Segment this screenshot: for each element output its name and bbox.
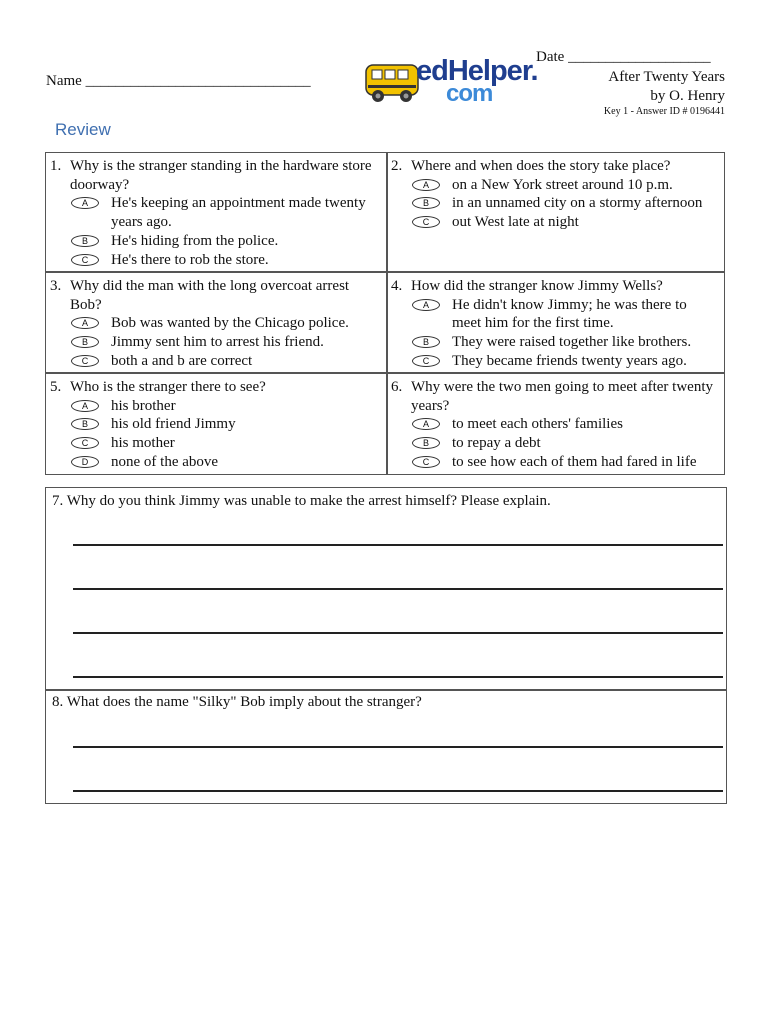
option-text: out West late at night <box>452 214 579 231</box>
logo-text-com: com <box>446 80 493 107</box>
question-number: 1. <box>50 158 62 174</box>
grid-divider <box>46 271 724 273</box>
name-field[interactable]: Name ______________________________ <box>46 73 311 89</box>
answer-option[interactable] <box>46 194 380 231</box>
section-divider <box>46 689 726 691</box>
option-text: to repay a debt <box>452 435 541 452</box>
answer-bubble[interactable]: A <box>71 317 99 329</box>
answer-option[interactable] <box>46 251 380 270</box>
answer-option[interactable] <box>46 415 380 434</box>
section-title: Review <box>55 120 111 139</box>
option-text: to see how each of them had fared in life <box>452 453 697 470</box>
answer-option[interactable] <box>387 352 712 371</box>
answer-bubble[interactable]: D <box>71 456 99 468</box>
option-text: his brother <box>111 397 176 414</box>
question-5 <box>46 378 386 472</box>
option-text: Jimmy sent him to arrest his friend. <box>111 334 324 351</box>
question-number: 4. <box>391 278 403 294</box>
question-1 <box>46 157 386 269</box>
option-text: to meet each others' families <box>452 416 623 433</box>
answer-option[interactable] <box>46 352 380 371</box>
logo-text: edHelper. <box>416 55 538 87</box>
open-response-section <box>45 487 727 804</box>
question-text: Where and when does the story take place? <box>411 158 671 174</box>
date-field[interactable]: Date ___________________ <box>536 49 711 65</box>
answer-bubble[interactable]: A <box>412 179 440 191</box>
question-number: 3. <box>50 278 62 294</box>
answer-option[interactable] <box>387 194 722 213</box>
answer-option[interactable] <box>46 434 380 453</box>
answer-option[interactable] <box>46 314 380 333</box>
answer-bubble[interactable]: B <box>71 418 99 430</box>
answer-option[interactable] <box>46 232 380 251</box>
option-text: his mother <box>111 435 175 452</box>
answer-line[interactable] <box>73 588 723 590</box>
answer-bubble[interactable]: C <box>412 216 440 228</box>
option-text: He's there to rob the store. <box>111 251 269 268</box>
question-4 <box>387 277 724 371</box>
answer-bubble[interactable]: C <box>412 456 440 468</box>
question-text: Who is the stranger there to see? <box>70 379 266 395</box>
answer-bubble[interactable]: B <box>71 235 99 247</box>
grid-divider <box>46 372 724 374</box>
answer-line[interactable] <box>73 790 723 792</box>
question-text: Why were the two men going to meet after twenty years? <box>411 379 713 414</box>
answer-option[interactable] <box>46 397 380 416</box>
answer-key-id: Key 1 - Answer ID # 0196441 <box>603 106 725 117</box>
answer-option[interactable] <box>46 453 380 472</box>
answer-line[interactable] <box>73 544 723 546</box>
answer-bubble[interactable]: C <box>71 437 99 449</box>
question-7: 7. Why do you think Jimmy was unable to make the arrest himself? Please explain. <box>52 493 551 509</box>
multiple-choice-grid <box>45 152 725 475</box>
answer-option[interactable] <box>387 434 722 453</box>
answer-bubble[interactable]: B <box>71 336 99 348</box>
question-2 <box>387 157 724 232</box>
option-text: none of the above <box>111 453 219 470</box>
question-6 <box>387 378 724 472</box>
answer-line[interactable] <box>73 746 723 748</box>
answer-line[interactable] <box>73 676 723 678</box>
option-text: in an unnamed city on a stormy afternoon <box>452 195 703 212</box>
question-number: 2. <box>391 158 403 174</box>
answer-bubble[interactable]: A <box>412 299 440 311</box>
answer-bubble[interactable]: B <box>412 336 440 348</box>
story-title: After Twenty Years <box>608 69 725 85</box>
question-number: 6. <box>391 379 403 395</box>
story-author: by O. Henry <box>650 88 725 104</box>
answer-option[interactable] <box>387 296 712 333</box>
question-text: How did the stranger know Jimmy Wells? <box>411 278 663 294</box>
option-text: They became friends twenty years ago. <box>452 352 687 369</box>
answer-bubble[interactable]: B <box>412 437 440 449</box>
option-text: his old friend Jimmy <box>111 416 236 433</box>
answer-option[interactable] <box>387 176 722 195</box>
answer-option[interactable] <box>387 453 722 472</box>
answer-option[interactable] <box>387 333 712 352</box>
option-text: both a and b are correct <box>111 352 253 369</box>
answer-bubble[interactable]: C <box>71 254 99 266</box>
answer-option[interactable] <box>387 415 722 434</box>
answer-option[interactable] <box>387 213 722 232</box>
question-text: Why did the man with the long overcoat arrest Bob? <box>70 278 350 313</box>
option-text: He didn't know Jimmy; he was there to meet him for the first time. <box>452 296 687 332</box>
question-text: Why is the stranger standing in the hardware store doorway? <box>70 158 372 193</box>
answer-bubble[interactable]: A <box>412 418 440 430</box>
option-text: He's hiding from the police. <box>111 232 279 249</box>
answer-bubble[interactable]: B <box>412 197 440 209</box>
option-text: They were raised together like brothers. <box>452 334 692 351</box>
option-text: on a New York street around 10 p.m. <box>452 176 673 193</box>
option-text: Bob was wanted by the Chicago police. <box>111 315 349 332</box>
question-3 <box>46 277 386 371</box>
answer-line[interactable] <box>73 632 723 634</box>
answer-option[interactable] <box>46 333 380 352</box>
answer-bubble[interactable]: C <box>71 355 99 367</box>
question-8: 8. What does the name "Silky" Bob imply about the stranger? <box>52 694 422 710</box>
option-text: He's keeping an appointment made twenty years ago. <box>111 195 366 231</box>
answer-bubble[interactable]: A <box>71 400 99 412</box>
question-number: 5. <box>50 379 62 395</box>
answer-bubble[interactable]: A <box>71 197 99 209</box>
answer-bubble[interactable]: C <box>412 355 440 367</box>
